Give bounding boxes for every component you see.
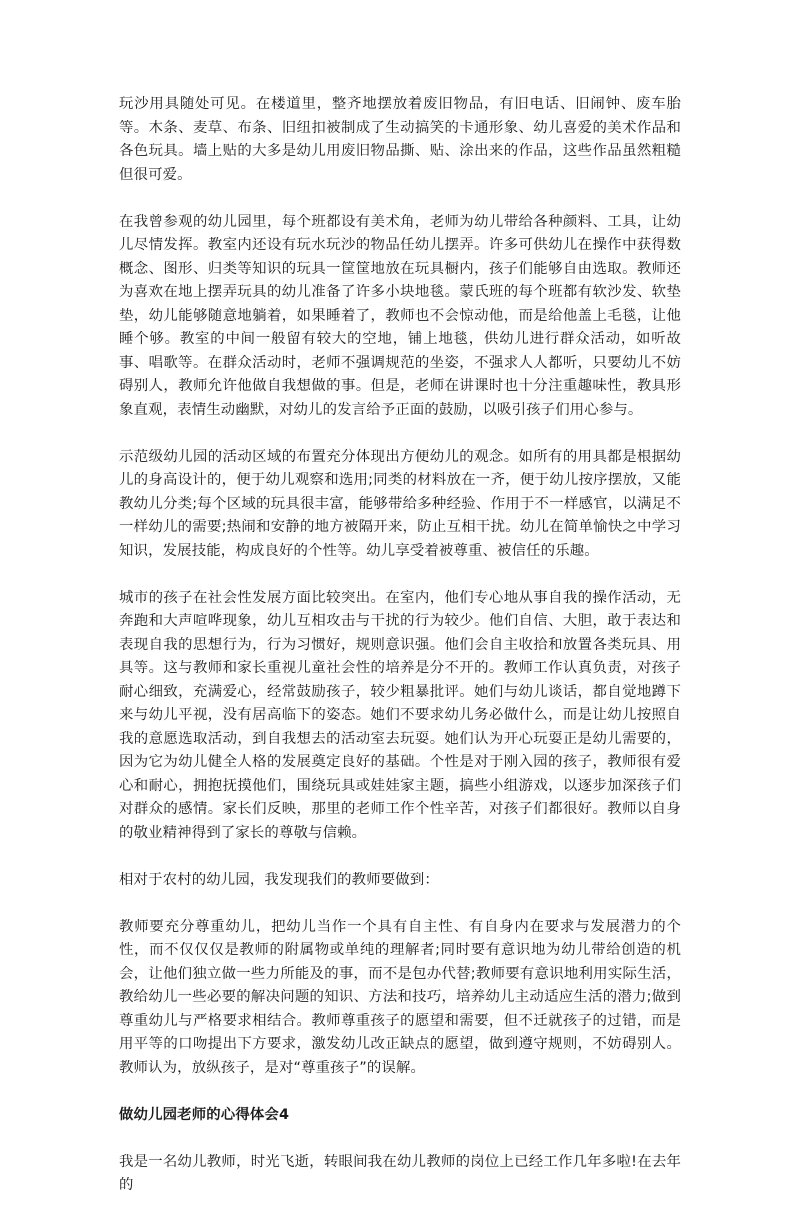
paragraph-7: 我是一名幼儿教师，时光飞逝，转眼间我在幼儿教师的岗位上已经工作几年多啦!在去年的 (119, 1153, 681, 1193)
document-body (119, 93, 681, 1221)
section-heading: 做幼儿园老师的心得体会4 (119, 1106, 290, 1123)
paragraph-3: 示范级幼儿园的活动区域的布置充分体现出方便幼儿的观念。如所有的用具都是根据幼儿的身高设计的，便于幼儿观察和选用;同类的材料放在一齐，便于幼儿按序摆放，又能教幼儿分类;每个区域的玩具很丰富，能够带给多种经验、作用于不一样感官，以满足不一样幼儿的需要;热闹和安静的地方被隔开来，防止互相干扰。幼儿在简单愉快之中学习知识，发展技能，构成良好的个性等。幼儿享受着被尊重、被信任的乐趣。 (119, 448, 681, 559)
paragraph-5: 相对于农村的幼儿园，我发现我们的教师要做到： (119, 871, 439, 888)
paragraph-1: 玩沙用具随处可见。在楼道里，整齐地摆放着废旧物品，有旧电话、旧闹钟、废车胎等。木条、麦草、布条、旧纽扣被制成了生动搞笑的卡通形象、幼儿喜爱的美术作品和各色玩具。墙上贴的大多是幼儿用废旧物品撕、贴、涂出来的作品，这些作品虽然粗糙但很可爱。 (119, 96, 681, 183)
paragraph-4: 城市的孩子在社会性发展方面比较突出。在室内，他们专心地从事自我的操作活动，无奔跑和大声喧哗现象，幼儿互相攻击与干扰的行为较少。他们自信、大胆，敢于表达和表现自我的思想行为，行为习惯好，规则意识强。他们会自主收拾和放置各类玩具、用具等。这与教师和家长重视儿童社会性的培养是分不开的。教师工作认真负责，对孩子耐心细致，充满爱心，经常鼓励孩子，较少粗暴批评。她们与幼儿谈话，都自觉地蹲下来与幼儿平视，没有居高临下的姿态。她们不要求幼儿务必做什么，而是让幼儿按照自我的意愿选取活动，到自我想去的活动室去玩耍。她们认为开心玩耍正是幼儿需要的，因为它为幼儿健全人格的发展奠定良好的基础。个性是对于刚入园的孩子，教师很有爱心和耐心，拥抱抚摸他们，围绕玩具或娃娃家主题，搞些小组游戏，以逐步加深孩子们对群众的感情。家长们反映，那里的老师工作个性辛苦，对孩子们都很好。教师以自身的敬业精神得到了家长的尊敬与信赖。 (119, 589, 681, 841)
paragraph-6: 教师要充分尊重幼儿，把幼儿当作一个具有自主性、有自身内在要求与发展潜力的个性，而不仅仅仅是教师的附属物或单纯的理解者;同时要有意识地为幼儿带给创造的机会，让他们独立做一些力所能及的事，而不是包办代替;教师要有意识地利用实际生活，教给幼儿一些必要的解决问题的知识、方法和技巧，培养幼儿主动适应生活的潜力;做到尊重幼儿与严格要求相结合。教师尊重孩子的愿望和需要，但不迁就孩子的过错，而是用平等的口吻提出下方要求，激发幼儿改正缺点的愿望，做到遵守规则，不妨碍别人。教师认为，放纵孩子，是对“尊重孩子”的误解。 (119, 918, 681, 1076)
paragraph-2: 在我曾参观的幼儿园里，每个班都设有美术角，老师为幼儿带给各种颜料、工具，让幼儿尽情发挥。教室内还设有玩水玩沙的物品任幼儿摆弄。许多可供幼儿在操作中获得数概念、图形、归类等知识的玩具一筐筐地放在玩具橱内，孩子们能够自由选取。教师还为喜欢在地上摆弄玩具的幼儿准备了许多小块地毯。蒙氏班的每个班都有软沙发、软垫垫，幼儿能够随意地躺着，如果睡着了，教师也不会惊动他，而是给他盖上毛毯，让他睡个够。教室的中间一般留有较大的空地，铺上地毯，供幼儿进行群众活动，如听故事、唱歌等。在群众活动时，老师不强调规范的坐姿，不强求人人都听，只要幼儿不妨碍别人，教师允许他做自我想做的事。但是，老师在讲课时也十分注重趣味性，教具形象直观，表情生动幽默，对幼儿的发言给予正面的鼓励，以吸引孩子们用心参与。 (119, 213, 681, 418)
